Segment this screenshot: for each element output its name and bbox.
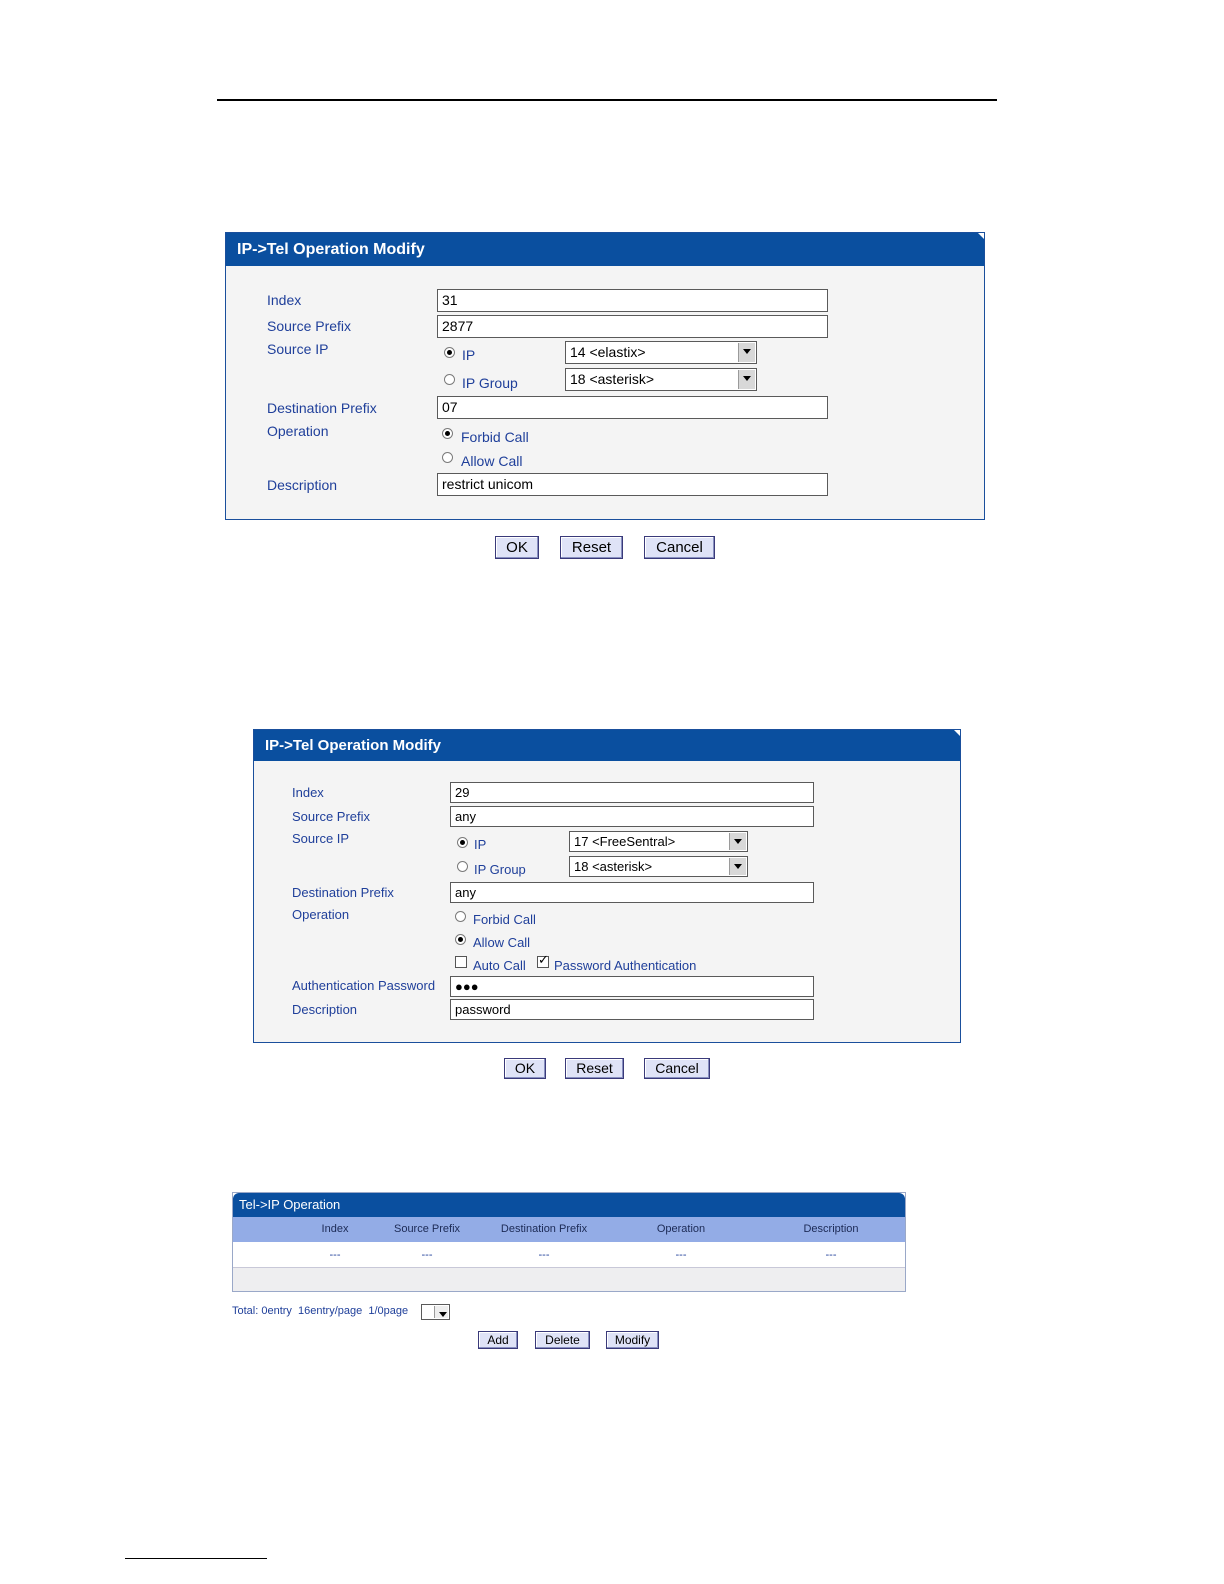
ip-group-select[interactable] [569, 856, 748, 877]
chevron-down-icon[interactable] [434, 1306, 448, 1318]
index-input[interactable]: 31 [437, 289, 828, 312]
table-row-source-prefix: --- [421, 1249, 433, 1261]
footer-rule [125, 1558, 267, 1559]
page-header-rule [217, 99, 997, 101]
label-destination-prefix: Destination Prefix [292, 885, 394, 900]
list-column-headers [233, 1217, 905, 1242]
label-operation: Operation [267, 423, 329, 439]
column-description[interactable]: Description [803, 1223, 859, 1235]
ip-select-value: 17 <FreeSentral> [574, 834, 676, 849]
panel-1-header [226, 233, 984, 266]
label-index: Index [267, 292, 302, 308]
ip-select[interactable] [569, 831, 748, 852]
radio-forbid-call-label: Forbid Call [473, 912, 536, 927]
radio-ip[interactable] [457, 837, 468, 848]
radio-allow-call[interactable] [455, 934, 466, 945]
description-input[interactable]: password [450, 999, 814, 1020]
label-source-prefix: Source Prefix [292, 809, 371, 824]
password-authentication-label: Password Authentication [554, 958, 697, 973]
label-source-prefix: Source Prefix [267, 318, 352, 334]
ip-select-value: 14 <elastix> [570, 344, 646, 360]
table-row-index: --- [329, 1249, 341, 1261]
description-input[interactable]: restrict unicom [437, 473, 828, 496]
column-source-prefix[interactable]: Source Prefix [393, 1223, 461, 1235]
panel-2-corner [954, 730, 960, 736]
radio-allow-call-label: Allow Call [473, 935, 531, 950]
ip-group-select-value: 18 <asterisk> [570, 371, 655, 387]
table-row-description: --- [825, 1249, 837, 1261]
panel-2-title: IP->Tel Operation Modify [265, 737, 441, 754]
page-select[interactable] [421, 1304, 450, 1320]
ok-button[interactable]: OK [495, 536, 539, 559]
modify-button[interactable]: Modify [606, 1331, 659, 1349]
panel-1-corner [978, 233, 984, 239]
reset-button[interactable]: Reset [560, 536, 623, 559]
password-authentication-checkbox[interactable] [537, 956, 549, 968]
radio-ip-group-label: IP Group [474, 862, 526, 877]
column-index[interactable]: Index [321, 1223, 349, 1235]
reset-button[interactable]: Reset [565, 1058, 624, 1079]
delete-button[interactable]: Delete [535, 1331, 590, 1349]
radio-ip-group[interactable] [444, 374, 455, 385]
source-prefix-input[interactable]: any [450, 806, 814, 827]
radio-ip-label: IP [474, 837, 487, 852]
label-description: Description [267, 477, 338, 493]
index-input[interactable]: 29 [450, 782, 814, 803]
list-footer [233, 1267, 905, 1291]
radio-ip-group[interactable] [457, 861, 468, 872]
label-source-ip: Source IP [267, 341, 329, 357]
label-operation: Operation [292, 907, 350, 922]
radio-allow-call-label: Allow Call [461, 453, 523, 469]
radio-ip-group-label: IP Group [462, 375, 518, 391]
chevron-down-icon[interactable] [729, 858, 746, 875]
panel-1-title: IP->Tel Operation Modify [237, 241, 425, 258]
radio-forbid-call[interactable] [455, 911, 466, 922]
destination-prefix-input[interactable]: any [450, 882, 814, 903]
column-operation[interactable]: Operation [656, 1223, 706, 1235]
destination-prefix-input[interactable]: 07 [437, 396, 828, 419]
pagination-text: Total: 0entry 16entry/page 1/0page [232, 1305, 409, 1317]
radio-ip-label: IP [462, 347, 476, 363]
cancel-button[interactable]: Cancel [644, 536, 715, 559]
chevron-down-icon[interactable] [729, 833, 746, 850]
radio-forbid-call-label: Forbid Call [461, 429, 529, 445]
label-destination-prefix: Destination Prefix [267, 400, 377, 416]
ip-select[interactable] [565, 341, 757, 364]
tel-ip-operation-list [232, 1192, 906, 1292]
radio-forbid-call[interactable] [442, 428, 453, 439]
auto-call-checkbox[interactable] [455, 956, 467, 968]
chevron-down-icon[interactable] [738, 370, 755, 389]
label-index: Index [292, 785, 324, 800]
ip-group-select-value: 18 <asterisk> [574, 859, 653, 874]
ok-button[interactable]: OK [504, 1058, 546, 1079]
ip-tel-operation-modify-panel-1 [225, 232, 985, 520]
table-row-destination-prefix: --- [538, 1249, 550, 1261]
label-authentication-password: Authentication Password [292, 978, 436, 993]
label-description: Description [292, 1002, 358, 1017]
ip-group-select[interactable] [565, 368, 757, 391]
cancel-button[interactable]: Cancel [644, 1058, 710, 1079]
radio-ip[interactable] [444, 347, 455, 358]
auto-call-label: Auto Call [473, 958, 526, 973]
source-prefix-input[interactable]: 2877 [437, 315, 828, 338]
radio-allow-call[interactable] [442, 452, 453, 463]
ip-tel-operation-modify-panel-2 [253, 729, 961, 1043]
authentication-password-input[interactable]: ●●● [450, 976, 814, 997]
table-row-operation: --- [675, 1249, 687, 1261]
add-button[interactable]: Add [478, 1331, 518, 1349]
list-header: Tel->IP Operation [233, 1193, 905, 1217]
chevron-down-icon[interactable] [738, 343, 755, 362]
label-source-ip: Source IP [292, 831, 350, 846]
panel-2-header [254, 730, 960, 761]
column-destination-prefix[interactable]: Destination Prefix [500, 1223, 588, 1235]
